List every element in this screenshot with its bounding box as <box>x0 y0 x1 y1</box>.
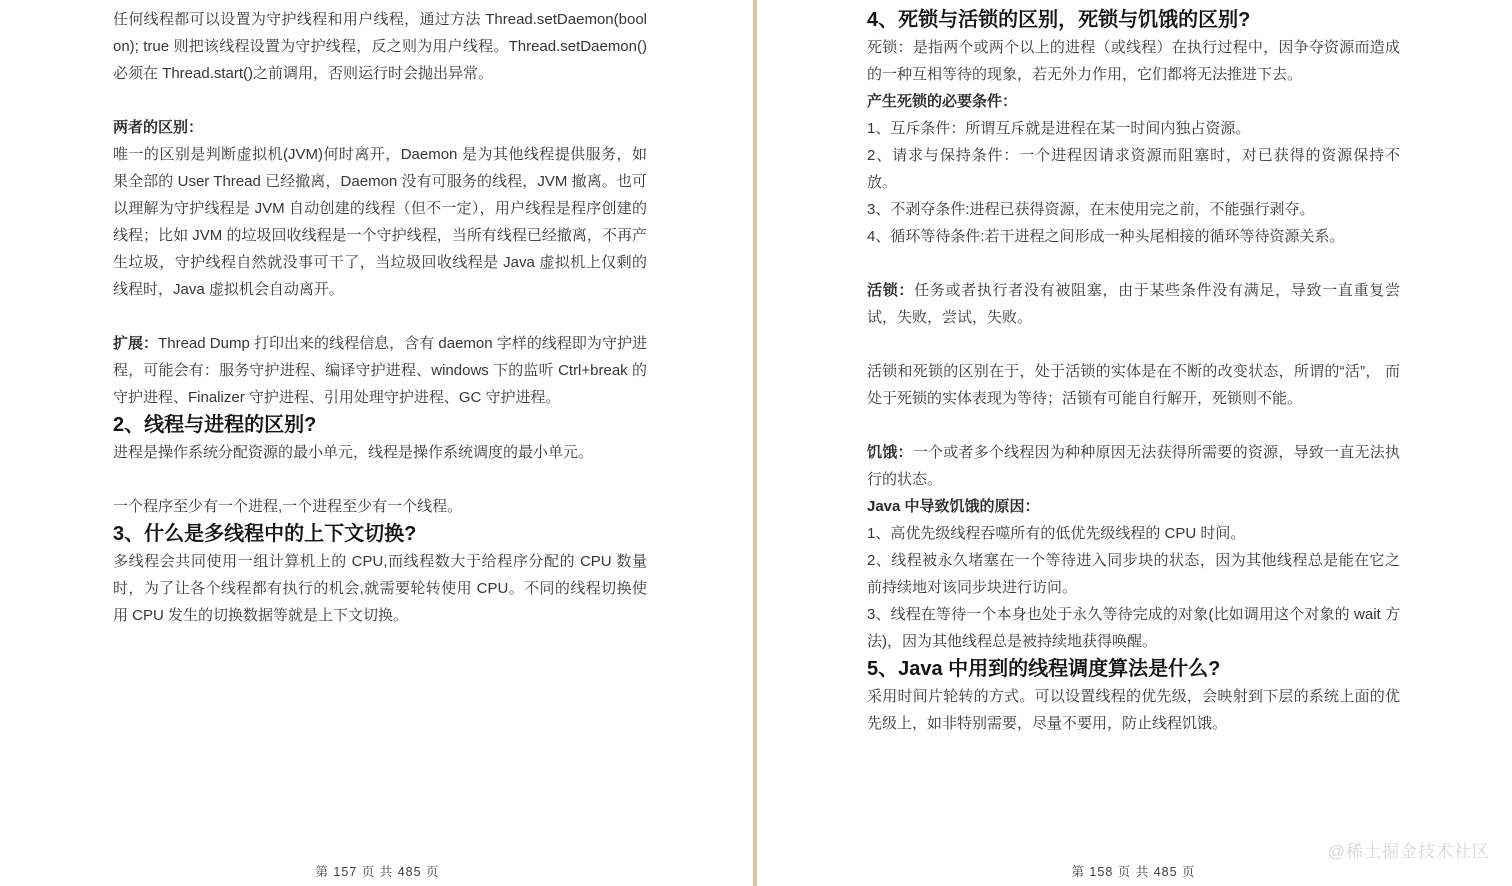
question-2-heading: 2、线程与进程的区别? <box>113 414 317 436</box>
diff-body: 唯一的区别是判断虚拟机(JVM)何时离开，Daemon 是为其他线程提供服务，如果全部的 User Thread 已经撤离，Daemon 没有可服务的线程，JVM 撤离。也可以理解为守护线程是 JVM 自动创建的线程（但不一定），用户线程是程序创建的线程；比如 JVM 的垃圾回收线程是一个守护线程，当所有线程已经撤离，不再产生垃圾，守护线程自然就没事可干了，当垃圾回收线程是 Java 虚拟机上仅剩的线程时，Java 虚拟机会自动离开。 <box>113 146 647 298</box>
deadlock-body: 是指两个或两个以上的进程（或线程）在执行过程中，因争夺资源而造成的一种互相等待的现象，若无外力作用，它们都将无法推进下去。 <box>867 39 1400 83</box>
starvation-cause-item: 1、高优先级线程吞噬所有的低优先级线程的 CPU 时间。 <box>867 525 1246 542</box>
starvation-cause-item: 2、线程被永久堵塞在一个等待进入同步块的状态，因为其他线程总是能在它之前持续地对该同步块进行访问。 <box>867 552 1400 596</box>
extension-paragraph <box>113 330 647 411</box>
deadlock-condition-item: 4、循环等待条件:若干进程之间形成一种头尾相接的循环等待资源关系。 <box>867 228 1345 245</box>
q2-paragraph-2: 一个程序至少有一个进程,一个进程至少有一个线程。 <box>113 498 463 515</box>
deadlock-conditions-label-text: 产生死锁的必要条件： <box>867 93 1018 110</box>
deadlock-paragraph <box>867 34 1400 88</box>
deadlock-conditions-list <box>867 115 1400 250</box>
q3-paragraph-1: 多线程会共同使用一组计算机上的 CPU,而线程数大于给程序分配的 CPU 数量时，为了让各个线程都有执行的机会,就需要轮转使用 CPU。不同的线程切换使用 CPU 发生的切换数据等就是上下文切换。 <box>113 553 647 624</box>
diff-paragraph <box>113 114 647 303</box>
daemon-intro-paragraph: 任何线程都可以设置为守护线程和用户线程，通过方法 Thread.setDaemon(bool on); true 则把该线程设置为守护线程，反之则为用户线程。Thread.setDaemon() 必须在 Thread.start()之前调用，否则运行时会抛出异常。 <box>113 11 647 82</box>
deadlock-condition-item: 1、互斥条件：所谓互斥就是进程在某一时间内独占资源。 <box>867 120 1251 137</box>
q5-paragraph-1: 采用时间片轮转的方式。可以设置线程的优先级，会映射到下层的系统上面的优先级上，如非特别需要，尽量不要用，防止线程饥饿。 <box>867 688 1400 732</box>
page-number-footer-left: 第 157 页 共 485 页 <box>315 865 440 879</box>
starvation-causes-list <box>867 520 1400 655</box>
starvation-cause-item: 3、线程在等待一个本身也处于永久等待完成的对象(比如调用这个对象的 wait 方法)，因为其他线程总是被持续地获得唤醒。 <box>867 606 1400 650</box>
page-number-footer-right: 第 158 页 共 485 页 <box>1071 865 1196 879</box>
q2-paragraph-1: 进程是操作系统分配资源的最小单元，线程是操作系统调度的最小单元。 <box>113 444 594 461</box>
question-5-heading: 5、Java 中用到的线程调度算法是什么? <box>867 658 1221 680</box>
deadlock-condition-item: 3、不剥夺条件:进程已获得资源，在末使用完之前，不能强行剥夺。 <box>867 201 1315 218</box>
diff-label: 两者的区别： <box>113 119 204 136</box>
livelock-vs-deadlock-paragraph: 活锁和死锁的区别在于，处于活锁的实体是在不断的改变状态，所谓的“活”， 而处于死锁的实体表现为等待；活锁有可能自行解开，死锁则不能。 <box>867 363 1400 407</box>
livelock-paragraph <box>867 277 1400 331</box>
extension-label: 扩展： <box>113 335 159 352</box>
livelock-body: 任务或者执行者没有被阻塞，由于某些条件没有满足，导致一直重复尝试，失败，尝试，失败。 <box>867 282 1400 326</box>
page-157 <box>0 0 755 886</box>
starvation-paragraph <box>867 439 1400 493</box>
question-4-heading: 4、死锁与活锁的区别，死锁与饥饿的区别? <box>867 9 1251 31</box>
page-158 <box>755 0 1512 886</box>
question-3-heading: 3、什么是多线程中的上下文切换? <box>113 523 417 545</box>
starvation-body: 一个或者多个线程因为种种原因无法获得所需要的资源，导致一直无法执行的状态。 <box>867 444 1400 488</box>
extension-body: Thread Dump 打印出来的线程信息，含有 daemon 字样的线程即为守护进程，可能会有：服务守护进程、编译守护进程、windows 下的监听 Ctrl+break 的守护进程、Finalizer 守护进程、引用处理守护进程、GC 守护进程。 <box>113 335 647 406</box>
deadlock-condition-item: 2、请求与保持条件：一个进程因请求资源而阻塞时，对已获得的资源保持不放。 <box>867 147 1400 191</box>
deadlock-conditions-label <box>867 88 1400 115</box>
starvation-label: 饥饿： <box>867 444 913 461</box>
starvation-causes-label <box>867 493 1400 520</box>
livelock-label: 活锁： <box>867 282 915 299</box>
juejin-watermark: @稀土掘金技术社区 <box>1327 842 1490 861</box>
deadlock-label: 死锁： <box>867 39 913 56</box>
starvation-causes-label-text: Java 中导致饥饿的原因： <box>867 498 1040 515</box>
